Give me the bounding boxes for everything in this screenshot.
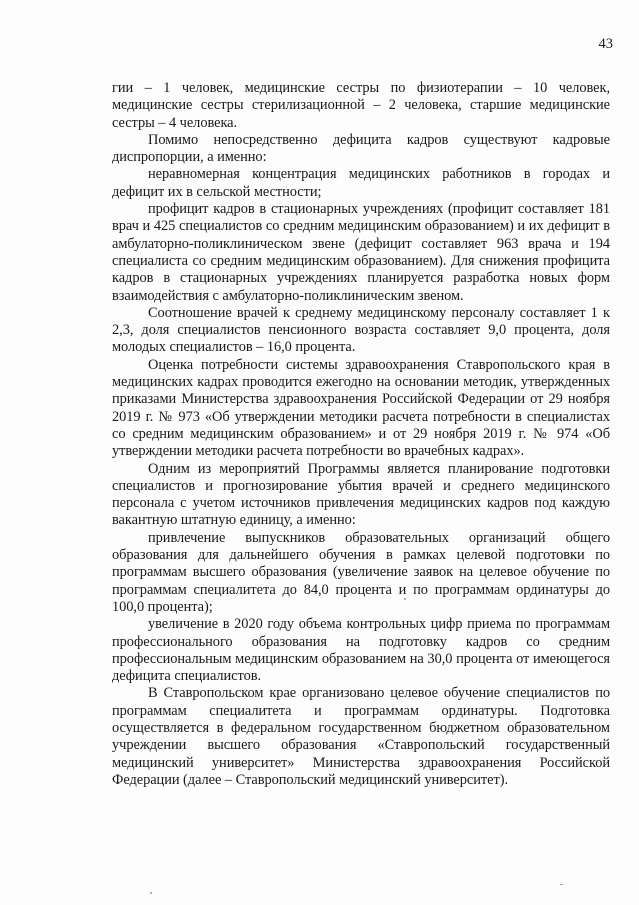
paragraph: привлечение выпускников образовательных организаций общего образования для дальнейшего обучения в рамках целевой подготовки по программам высшего образования (увеличение заявок на целевое обучение по программам специалитета до 84,0 процента и по программам ординатуры до 100,0 процента);	[112, 529, 610, 615]
paragraph: увеличение в 2020 году объема контрольных цифр приема по программам профессионального образования на подготовку кадров со средним профессиональным медицинским образованием на 30,0 процента от имеющегося дефицита специалистов.	[112, 616, 610, 685]
scan-speck	[560, 884, 563, 885]
paragraph: Соотношение врачей к среднему медицинскому персоналу составляет 1 к 2,3, доля специалистов пенсионного возраста составляет 9,0 процента, доля молодых специалистов – 16,0 процента.	[112, 304, 610, 356]
scan-speck	[404, 598, 406, 600]
paragraph: Помимо непосредственно дефицита кадров существуют кадровые диспропорции, а именно:	[112, 131, 610, 166]
paragraph: Оценка потребности системы здравоохранения Ставропольского края в медицинских кадрах проводится ежегодно на основании методик, утвержденных приказами Министерства здравоохранения Российской Федерации от 29 ноября 2019 г. № 973 «Об утверждении методики расчета потребности в специалистах со средним медицинским образованием» и от 29 ноября 2019 г. № 974 «Об утверждении методики расчета потребности во врачебных кадрах».	[112, 356, 610, 460]
paragraph: Одним из мероприятий Программы является планирование подготовки специалистов и прогнозирование убытия врачей и среднего медицинского персонала с учетом источников привлечения медицинских кадров под каждую вакантную штатную единицу, а именно:	[112, 460, 610, 529]
document-body	[112, 80, 610, 789]
paragraph: профицит кадров в стационарных учреждениях (профицит составляет 181 врач и 425 специалистов со средним медицинским образованием) и их дефицит в амбулаторно-поликлиническом звене (дефицит составляет 963 врача и 194 специалиста со средним медицинским образованием). Для снижения профицита кадров в стационарных учреждениях планируется разработка новых форм взаимодействия с амбулаторно-поликлиническим звеном.	[112, 201, 610, 304]
paragraph: гии – 1 человек, медицинские сестры по физиотерапии – 10 человек, медицинские сестры стерилизационной – 2 человека, старшие медицинские сестры – 4 человека.	[112, 80, 610, 131]
paragraph: неравномерная концентрация медицинских работников в городах и дефицит их в сельской местности;	[112, 166, 610, 200]
paragraph: В Ставропольском крае организовано целевое обучение специалистов по программам специалитета и программам ординатуры. Подготовка осуществляется в федеральном государственном бюджетном образовательном учреждении высшего образования «Ставропольский государственный медицинский университет» Министерства здравоохранения Российской Федерации (далее – Ставропольский медицинский университет).	[112, 685, 610, 788]
scan-speck	[150, 892, 152, 894]
page-number: 43	[598, 36, 613, 52]
